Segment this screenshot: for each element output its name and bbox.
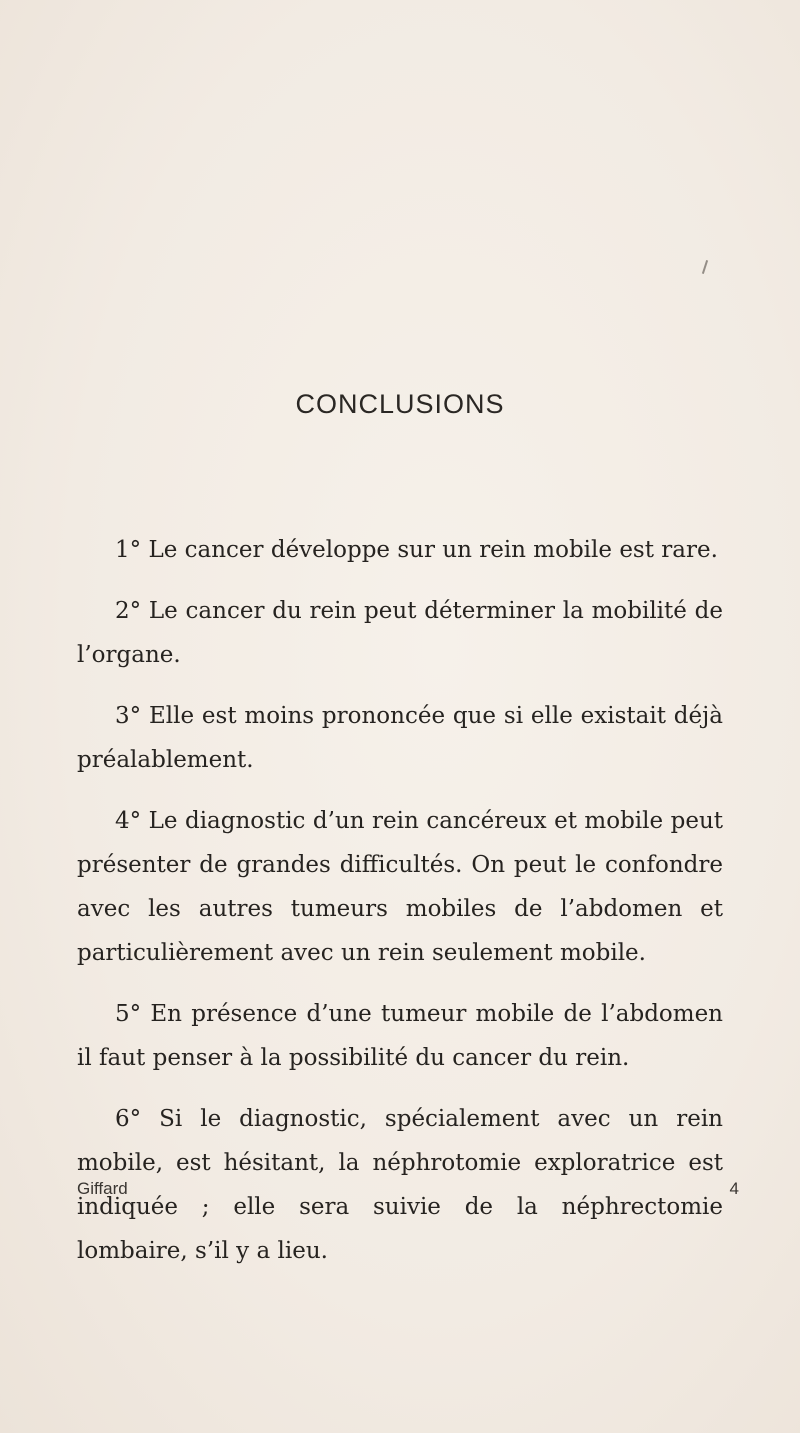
conclusion-item-5: 5° En présence d’une tumeur mobile de l’abdomen il faut penser à la possibilité du cancer du rein. bbox=[77, 1001, 723, 1071]
stray-ink-mark bbox=[702, 260, 708, 274]
conclusions-list bbox=[77, 528, 723, 1290]
conclusion-item-2: 2° Le cancer du rein peut déterminer la mobilité de l’organe. bbox=[77, 598, 723, 668]
conclusion-item-1: 1° Le cancer développe sur un rein mobile est rare. bbox=[115, 537, 718, 563]
conclusion-item-4: 4° Le diagnostic d’un rein cancéreux et mobile peut présenter de grandes difficultés. On peut le confondre avec les autres tumeurs mobiles de l’abdomen et particulièrement avec un rein seulement mobile. bbox=[77, 808, 723, 966]
conclusion-item-3: 3° Elle est moins prononcée que si elle existait déjà préalablement. bbox=[77, 703, 723, 773]
footer-author: Giffard bbox=[77, 1179, 128, 1198]
footer-signature-mark: 4 bbox=[729, 1179, 739, 1198]
page-title: CONCLUSIONS bbox=[295, 389, 505, 419]
conclusion-item-6: 6° Si le diagnostic, spécialement avec un rein mobile, est hésitant, la néphrotomie exploratrice est indiquée ; elle sera suivie de la néphrectomie lombaire, s’il y a lieu. bbox=[77, 1106, 723, 1264]
